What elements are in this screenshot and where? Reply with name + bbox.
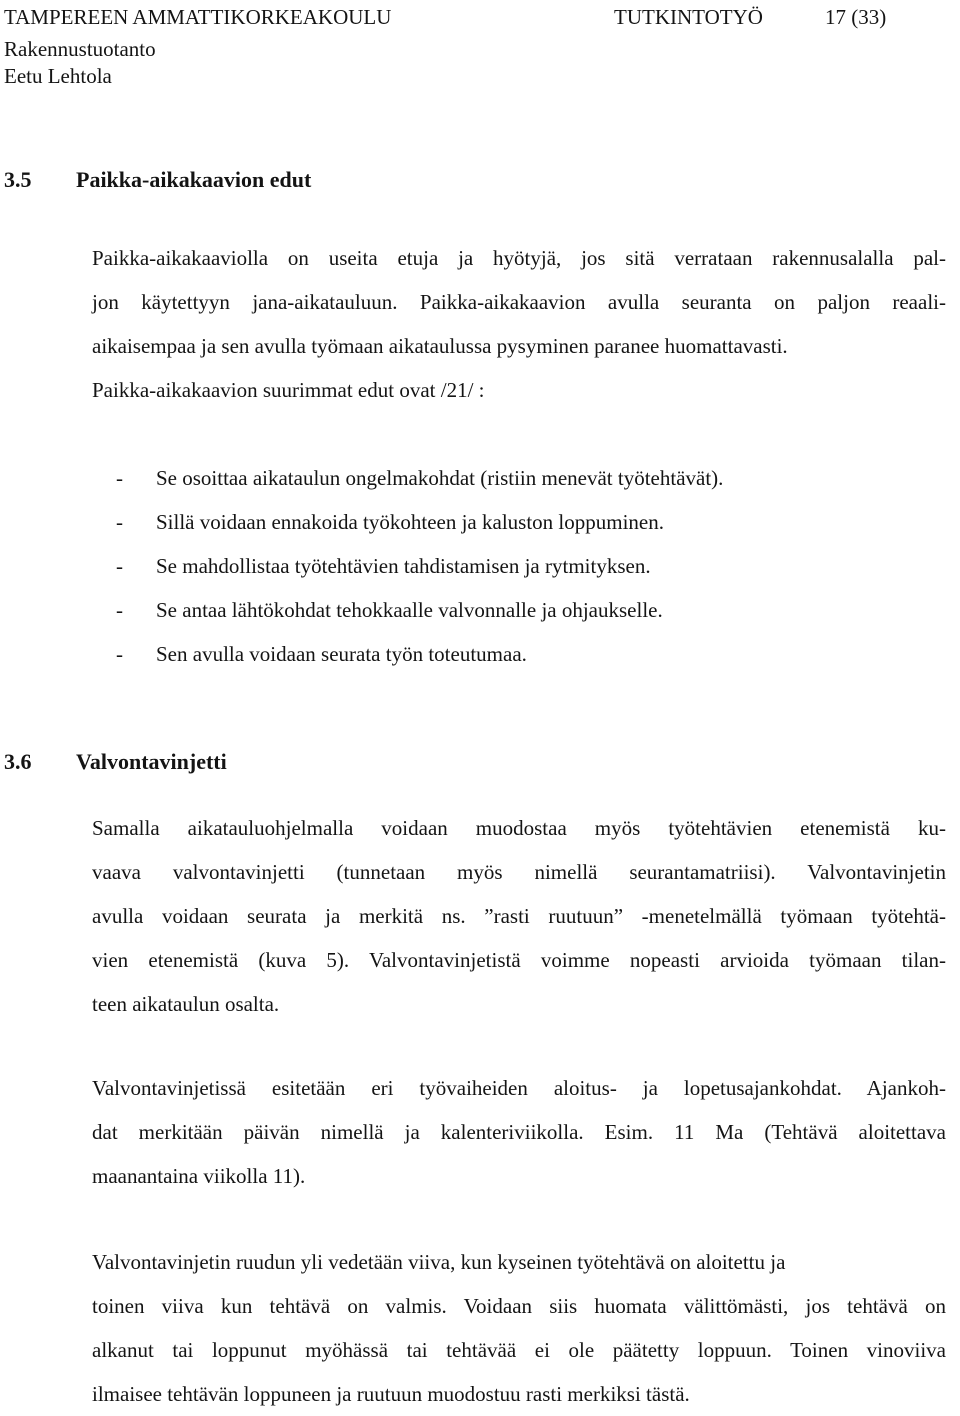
list-dash: -	[116, 642, 123, 666]
header-page-number: 17 (33)	[825, 5, 887, 29]
paragraph-line: Samalla aikatauluohjelmalla voidaan muodostaa myös työtehtävien etenemistä ku-	[92, 816, 946, 840]
header-department: Rakennustuotanto	[4, 37, 156, 61]
paragraph-line: Valvontavinjetin ruudun yli vedetään viiva, kun kyseinen työtehtävä on aloitettu ja	[92, 1250, 786, 1274]
paragraph-line: dat merkitään päivän nimellä ja kalenteriviikolla. Esim. 11 Ma (Tehtävä aloitettava	[92, 1120, 946, 1144]
paragraph-line: ilmaisee tehtävän loppuneen ja ruutuun muodostuu rasti merkiksi tästä.	[92, 1382, 690, 1406]
header-author: Eetu Lehtola	[4, 64, 112, 88]
paragraph-line: teen aikataulun osalta.	[92, 992, 280, 1016]
section-number: 3.6	[4, 749, 32, 774]
advantages-list	[116, 456, 723, 676]
list-dash: -	[116, 598, 123, 622]
paragraph-line: Paikka-aikakaaviolla on useita etuja ja hyötyjä, jos sitä verrataan rakennusalalla pal-	[92, 246, 946, 270]
header-organization: TAMPEREEN AMMATTIKORKEAKOULU	[4, 5, 392, 29]
list-dash: -	[116, 466, 123, 490]
paragraph-line: avulla voidaan seurata ja merkitä ns. ”rasti ruutuun” -menetelmällä työmaan työtehtä-	[92, 904, 946, 928]
section-3-6-paragraph-2	[92, 1066, 952, 1198]
section-title: Valvontavinjetti	[76, 749, 227, 774]
section-title: Paikka-aikakaavion edut	[76, 167, 312, 192]
paragraph-line: vaava valvontavinjetti (tunnetaan myös nimellä seurantamatriisi). Valvontavinjetin	[92, 860, 946, 884]
section-3-6-paragraph-3	[92, 1240, 952, 1416]
list-item-text: Sillä voidaan ennakoida työkohteen ja kaluston loppuminen.	[156, 510, 664, 534]
paragraph-line: jon käytettyyn jana-aikatauluun. Paikka-aikakaavion avulla seuranta on paljon reaali-	[92, 290, 946, 314]
paragraph-line: Valvontavinjetissä esitetään eri työvaiheiden aloitus- ja lopetusajankohdat. Ajankoh-	[92, 1076, 946, 1100]
paragraph-line: vien etenemistä (kuva 5). Valvontavinjetistä voimme nopeasti arvioida työmaan tilan-	[92, 948, 946, 972]
section-heading-3-5	[4, 167, 311, 193]
list-item-text: Sen avulla voidaan seurata työn toteutumaa.	[156, 642, 527, 666]
section-3-5-paragraph	[92, 236, 952, 412]
section-number: 3.5	[4, 167, 32, 192]
section-heading-3-6	[4, 749, 227, 775]
list-dash: -	[116, 510, 123, 534]
section-3-6-paragraph-1	[92, 806, 952, 1026]
list-item-text: Se mahdollistaa työtehtävien tahdistamisen ja rytmityksen.	[156, 554, 651, 578]
paragraph-line: Paikka-aikakaavion suurimmat edut ovat /21/ :	[92, 378, 485, 402]
list-item-text: Se antaa lähtökohdat tehokkaalle valvonnalle ja ohjaukselle.	[156, 598, 663, 622]
paragraph-line: alkanut tai loppunut myöhässä tai tehtävää ei ole päätetty loppuun. Toinen vinoviiva	[92, 1338, 946, 1362]
list-item	[116, 588, 723, 632]
list-dash: -	[116, 554, 123, 578]
list-item	[116, 456, 723, 500]
list-item	[116, 632, 723, 676]
paragraph-line: aikaisempaa ja sen avulla työmaan aikataulussa pysyminen paranee huomattavasti.	[92, 334, 788, 358]
paragraph-line: maanantaina viikolla 11).	[92, 1164, 306, 1188]
list-item	[116, 500, 723, 544]
list-item-text: Se osoittaa aikataulun ongelmakohdat (ristiin menevät työtehtävät).	[156, 466, 724, 490]
list-item	[116, 544, 723, 588]
header-document-type: TUTKINTOTYÖ	[614, 5, 763, 29]
paragraph-line: toinen viiva kun tehtävä on valmis. Voidaan siis huomata välittömästi, jos tehtävä on	[92, 1294, 946, 1318]
